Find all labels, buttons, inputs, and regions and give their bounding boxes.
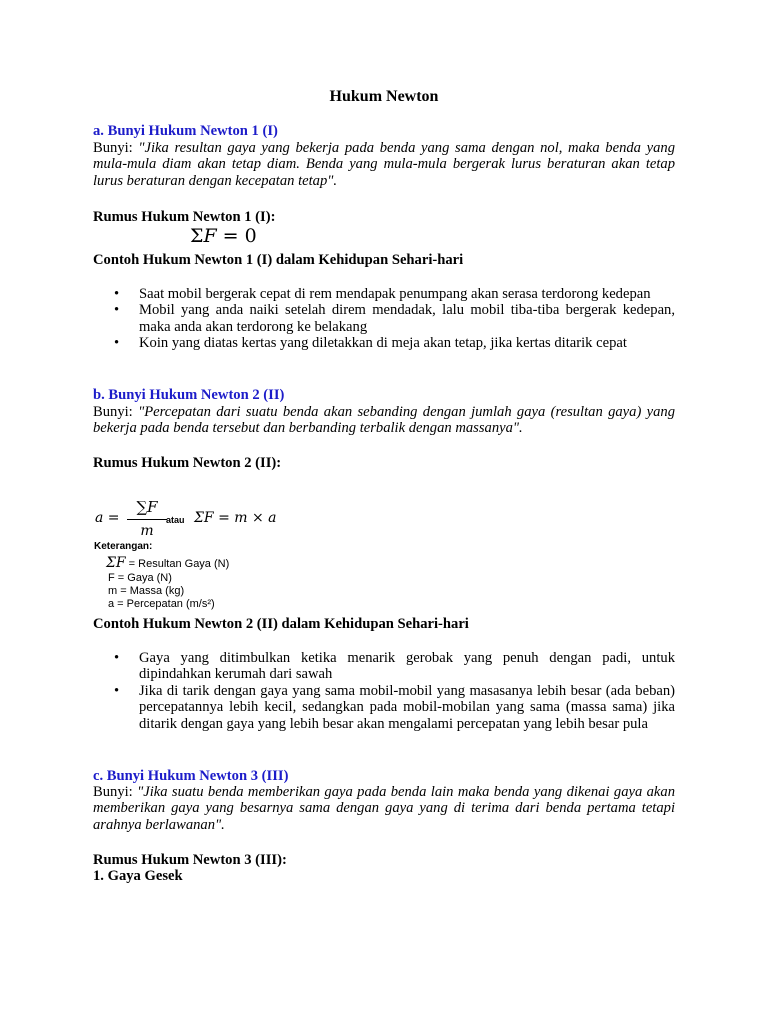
formula-numerator: ∑F (136, 498, 158, 516)
force-symbol: F (203, 225, 217, 247)
list-item-text: Mobil yang anda naiki setelah direm mendadak, lalu mobil tiba-tiba bergerak kedepan, maka anda akan terdorong ke belakang (139, 302, 675, 335)
law3-sub-heading: 1. Gaya Gesek (93, 868, 183, 884)
page-title: Hukum Newton (329, 88, 439, 105)
law1-bunyi-label: Bunyi: (93, 140, 139, 156)
formula-atau: atau (166, 515, 185, 525)
law1-contoh-heading: Contoh Hukum Newton 1 (I) dalam Kehidupan Sehari-hari (93, 252, 464, 268)
bullet: • (114, 682, 120, 699)
list-item-text: Gaya yang ditimbulkan ketika menarik gerobak yang penuh dengan padi, untuk dipindahkan kerumah dari sawah (139, 650, 675, 683)
keterangan-desc: = Resultan Gaya (N) (125, 558, 230, 570)
keterangan-item (108, 598, 215, 610)
keterangan-label: Keterangan: (94, 541, 153, 552)
law2-example-list (93, 650, 675, 732)
formula-denominator: m (140, 523, 154, 539)
keterangan-symbol: ΣF (106, 555, 126, 571)
law3-rumus-heading: Rumus Hukum Newton 3 (III): (93, 852, 287, 868)
law3-statement (93, 784, 675, 833)
sigma-symbol: Σ (190, 225, 204, 247)
law1-bunyi-text: "Jika resultan gaya yang bekerja pada benda yang sama dengan nol, maka benda yang mula-mula diam akan tetap diam. Benda yang mula-mula bergerak lurus beraturan akan tetap lurus beraturan dengan kecepatan tetap". (93, 140, 675, 189)
fraction-line (127, 519, 167, 520)
law1-example-list (93, 286, 675, 352)
law1-statement (93, 140, 675, 189)
law2-rumus-heading: Rumus Hukum Newton 2 (II): (93, 455, 282, 471)
formula-rhs: ΣF = m × a (194, 510, 277, 526)
bullet: • (114, 650, 120, 666)
keterangan-item (108, 585, 184, 597)
formula-rest: = 0 (216, 225, 257, 247)
law3-bunyi-text: "Jika suatu benda memberikan gaya pada benda lain maka benda yang dikenai gaya akan memberikan gaya yang besarnya sama dengan gaya yang di terima dari benda pertama tetapi arahnya berlawanan". (93, 784, 675, 833)
keterangan-item (108, 572, 172, 584)
law1-formula (190, 226, 257, 246)
formula-a-eq: a = (95, 510, 120, 526)
list-item-text: Koin yang diatas kertas yang diletakkan di meja akan tetap, jika kertas ditarik cepat (139, 335, 627, 352)
law1-heading: a. Bunyi Hukum Newton 1 (I) (93, 123, 278, 139)
law2-heading: b. Bunyi Hukum Newton 2 (II) (93, 387, 285, 403)
list-item (93, 286, 675, 302)
bullet: • (114, 335, 120, 352)
law2-bunyi-text: "Percepatan dari suatu benda akan sebanding dengan jumlah gaya (resultan gaya) yang bekerja pada benda tersebut dan berbanding terbalik dengan massanya". (93, 404, 675, 437)
law3-bunyi-label: Bunyi: (93, 784, 138, 800)
keterangan-symbol: m (108, 585, 118, 597)
bullet: • (114, 302, 120, 319)
keterangan-desc: = Percepatan (m/s²) (114, 598, 215, 610)
list-item-text: Jika di tarik dengan gaya yang sama mobil-mobil yang masasanya lebih besar (ada beban) percepatannya lebih kecil, sedangkan pada mobil-mobilan yang sama (massa sama) jika ditarik dengan gaya yang lebih besar akan mengalami percepatan yang lebih besar pula (139, 682, 675, 732)
law2-statement (93, 404, 675, 437)
law2-contoh-heading: Contoh Hukum Newton 2 (II) dalam Kehidupan Sehari-hari (93, 616, 469, 632)
keterangan-desc: = Massa (kg) (117, 585, 185, 597)
list-item-text: Saat mobil bergerak cepat di rem mendapak penumpang akan serasa terdorong kedepan (139, 286, 651, 302)
law3-heading: c. Bunyi Hukum Newton 3 (III) (93, 768, 289, 784)
list-item (93, 650, 675, 683)
list-item (93, 335, 675, 351)
keterangan-desc: = Gaya (N) (114, 572, 172, 584)
keterangan-item (106, 557, 229, 570)
keterangan-symbol: F (108, 572, 115, 584)
law1-rumus-heading: Rumus Hukum Newton 1 (I): (93, 209, 276, 225)
law2-bunyi-label: Bunyi: (93, 404, 139, 420)
list-item (93, 683, 675, 732)
bullet: • (114, 286, 120, 302)
list-item (93, 302, 675, 335)
keterangan-symbol: a (108, 598, 115, 610)
